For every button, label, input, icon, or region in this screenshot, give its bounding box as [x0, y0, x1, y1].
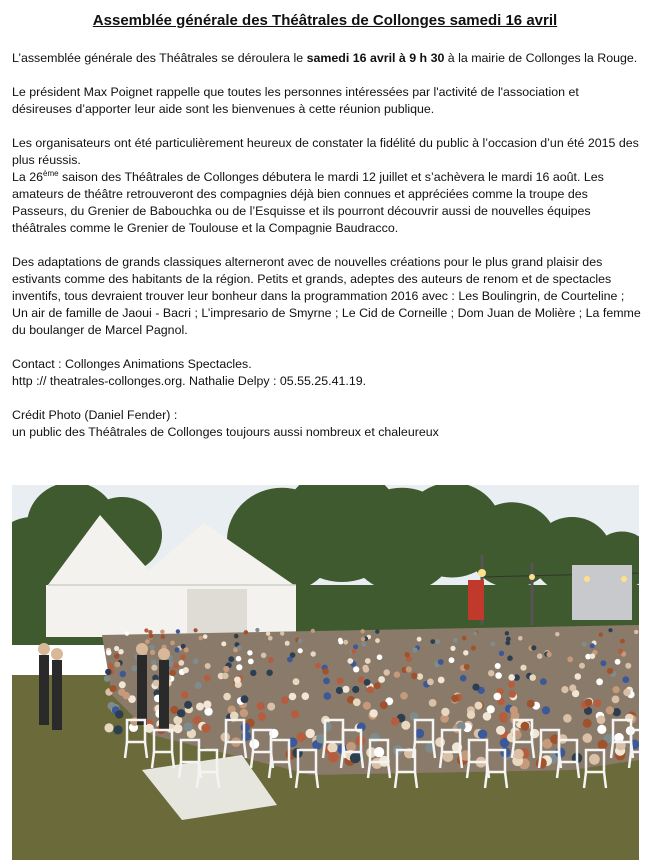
- paragraph-organizers: Les organisateurs ont été particulièrement heureux de constater la fidélité du public à l’occasion d’un été 2015 des plus réussis.: [12, 136, 639, 167]
- audience-photo: [12, 485, 639, 860]
- contact-website-phone: http :// theatrales-collonges.org. Nathalie Delpy : 05.55.25.41.19.: [12, 374, 367, 388]
- contact-line: Contact : Collonges Animations Spectacles.: [12, 357, 252, 371]
- contact-block: [12, 356, 642, 390]
- photo-credit: Crédit Photo (Daniel Fender) :: [12, 408, 178, 422]
- paragraph-meeting: [12, 50, 642, 67]
- photo-credit-block: [12, 407, 642, 441]
- p1-text: L’assemblée générale des Théâtrales se déroulera le: [12, 51, 307, 65]
- page-title: [0, 12, 650, 29]
- p4-text-end: saison des Théâtrales de Collonges débutera le mardi 12 juillet et s’achèvera le mardi 16 août. Les amateurs de théâtre retrouveront des compagnies déjà bien connues et appréciées comme la troupe des Passeurs, du Grenier de Babouchka ou de l’Esquisse et ils pourront découvrir aussi de nouvelles équipes théâtrales comme le Grenier de Toulouse et la Compagnie Baudracco.: [12, 170, 604, 235]
- title-text: Assemblée générale des Théâtrales de Collonges samedi 16 avril: [92, 12, 558, 29]
- p1-text-end: à la mairie de Collonges la Rouge.: [444, 51, 638, 65]
- paragraph-season: [12, 169, 642, 237]
- article-body: [12, 50, 642, 458]
- paragraph-president: Le président Max Poignet rappelle que toutes les personnes intéressées par l'activité de l'association et désireuses d’apporter leur aide sont les bienvenues à cette réunion publique.: [12, 85, 579, 116]
- paragraph-program: Des adaptations de grands classiques alterneront avec de nouvelles créations pour le plus grand plaisir des estivants comme des habitants de la région. Petits et grands, adeptes des auteurs de renom et de spectacles inventifs, tous devraient trouver leur bonheur dans la programmation 2016 avec : Les Boulingrin, de Courteline ; Un air de famille de Jaoui - Bacri ; L’impresario de Smyrne ; Le Cid de Corneille ; Dom Juan de Molière ; La femme du boulanger de Marcel Pagnol.: [12, 255, 641, 337]
- ordinal-superscript: ème: [43, 168, 59, 178]
- p4-text: La 26: [12, 170, 44, 184]
- meeting-date: samedi 16 avril à 9 h 30: [306, 51, 445, 65]
- photo-illustration: [12, 485, 639, 860]
- photo-caption: un public des Théâtrales de Collonges toujours aussi nombreux et chaleureux: [12, 425, 439, 439]
